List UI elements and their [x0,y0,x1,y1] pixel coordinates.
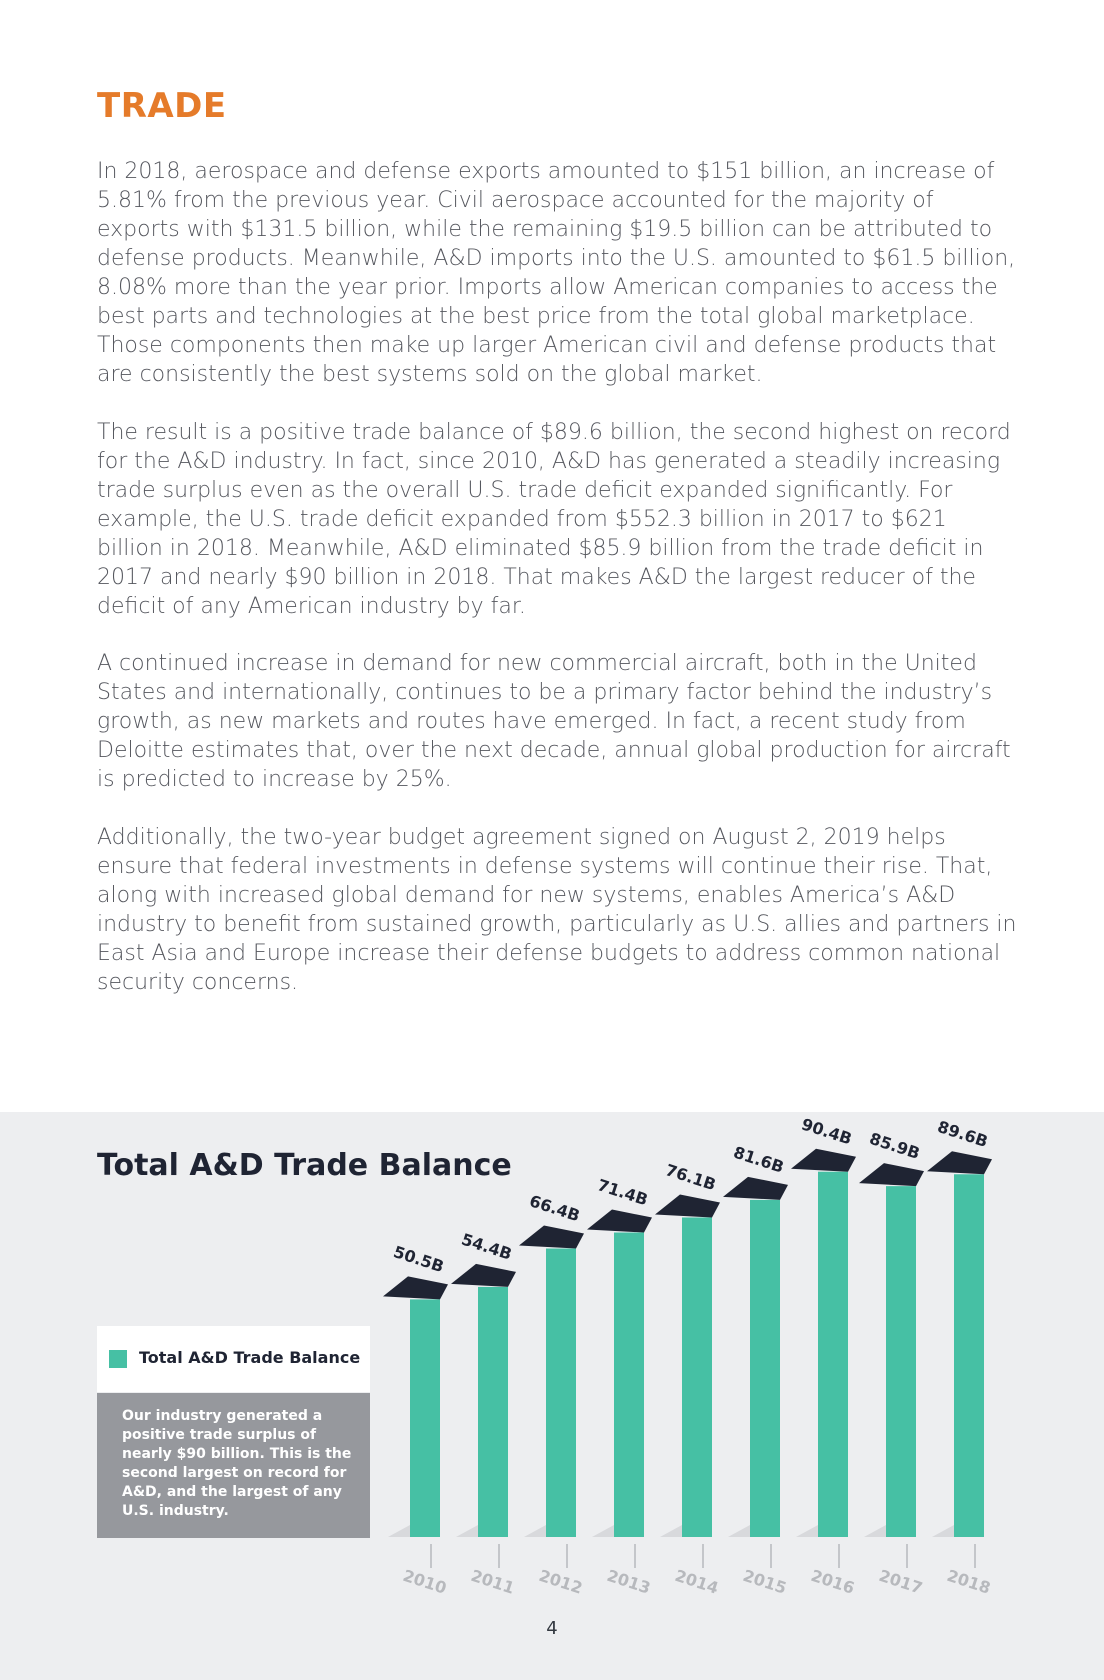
x-tick-label: 2015 [740,1565,789,1598]
bar [410,1299,440,1537]
bar-cap [791,1149,856,1172]
bar [614,1233,644,1537]
x-tick-label: 2012 [536,1565,585,1598]
bar-value-label: 81.6B [731,1142,787,1177]
x-tick-label: 2013 [604,1565,653,1598]
section-title: TRADE [97,86,227,126]
bar-cap [655,1194,720,1217]
bar-cap [859,1163,924,1186]
bar-shadow [864,1525,886,1537]
x-tick-label: 2018 [944,1565,993,1598]
bar-shadow [388,1525,410,1537]
chart-note-text: Our industry generated a positive trade surplus of nearly $90 billion. This is the second largest on record for A&D, and the largest of any U.S. industry. [122,1408,352,1519]
paragraph-trade-balance: The result is a positive trade balance of $89.6 billion, the second highest on record for the A&D industry. In fact, since 2010, A&D has generated a steadily increasing trade surplus even as the overall U.S. trade deficit expanded significantly. For example, the U.S. trade deficit expanded from $552.3 billion in 2017 to $621 billion in 2018. Meanwhile, A&D eliminated $85.9 billion from the trade deficit in 2017 and nearly $90 billion in 2018. That makes A&D the largest reducer of the deficit of any American industry by far. [97,420,1011,619]
bar-shadow [932,1525,954,1537]
bar [546,1249,576,1537]
bar-value-label: 89.6B [935,1117,991,1152]
legend-label: Total A&D Trade Balance [139,1348,361,1367]
bar [682,1217,712,1537]
bar-cap [587,1210,652,1233]
x-tick-label: 2016 [808,1565,857,1598]
bar-cap [723,1177,788,1200]
bar-shadow [728,1525,750,1537]
bar-value-label: 71.4B [595,1175,651,1210]
x-tick-label: 2010 [400,1565,449,1598]
bar [818,1172,848,1537]
x-tick-label: 2014 [672,1565,721,1598]
paragraph-commercial-demand: A continued increase in demand for new commercial aircraft, both in the United States and internationally, continues to be a primary factor behind the industry’s growth, as new markets and routes have emerged. In fact, a recent study from Deloitte estimates that, over the next decade, annual global production for aircraft is predicted to increase by 25%. [97,651,1011,792]
bar-shadow [524,1525,546,1537]
bar-value-label: 76.1B [663,1160,719,1195]
bar-shadow [456,1525,478,1537]
bar-shadow [592,1525,614,1537]
bar-value-label: 90.4B [799,1114,855,1149]
bar-value-label: 85.9B [867,1128,923,1163]
paragraph-budget-agreement: Additionally, the two-year budget agreement signed on August 2, 2019 helps ensure that federal investments in defense systems will continue their rise. That, along with increased global demand for new systems, enables America’s A&D industry to benefit from sustained growth, particularly as U.S. allies and partners in East Asia and Europe increase their defense budgets to address common national security concerns. [97,825,1017,995]
bar [750,1200,780,1537]
page-number: 4 [546,1618,558,1639]
bar-value-label: 54.4B [459,1229,515,1264]
bar-shadow [796,1525,818,1537]
bar [954,1174,984,1537]
paragraph-exports: In 2018, aerospace and defense exports amounted to $151 billion, an increase of 5.81% from the previous year. Civil aerospace accounted for the majority of exports with $131.5 billion, while the remaining $19.5 billion can be attributed to defense products. Meanwhile, A&D imports into the U.S. amounted to $61.5 billion, 8.08% more than the year prior. Imports allow American companies to access the best parts and technologies at the best price from the total global marketplace. Those components then make up larger American civil and defense products that are consistently the best systems sold on the global market. [97,159,1016,387]
bar-value-label: 66.4B [527,1191,583,1226]
x-tick-label: 2017 [876,1565,925,1598]
bar-shadow [660,1525,682,1537]
bar [478,1287,508,1537]
bar-cap [451,1264,516,1287]
bar [886,1186,916,1537]
bar-cap [383,1276,448,1299]
bar-cap [519,1226,584,1249]
bar-value-label: 50.5B [391,1242,447,1277]
bar-cap [927,1151,992,1174]
chart-title: Total A&D Trade Balance [97,1148,512,1183]
x-tick-label: 2011 [468,1565,517,1598]
